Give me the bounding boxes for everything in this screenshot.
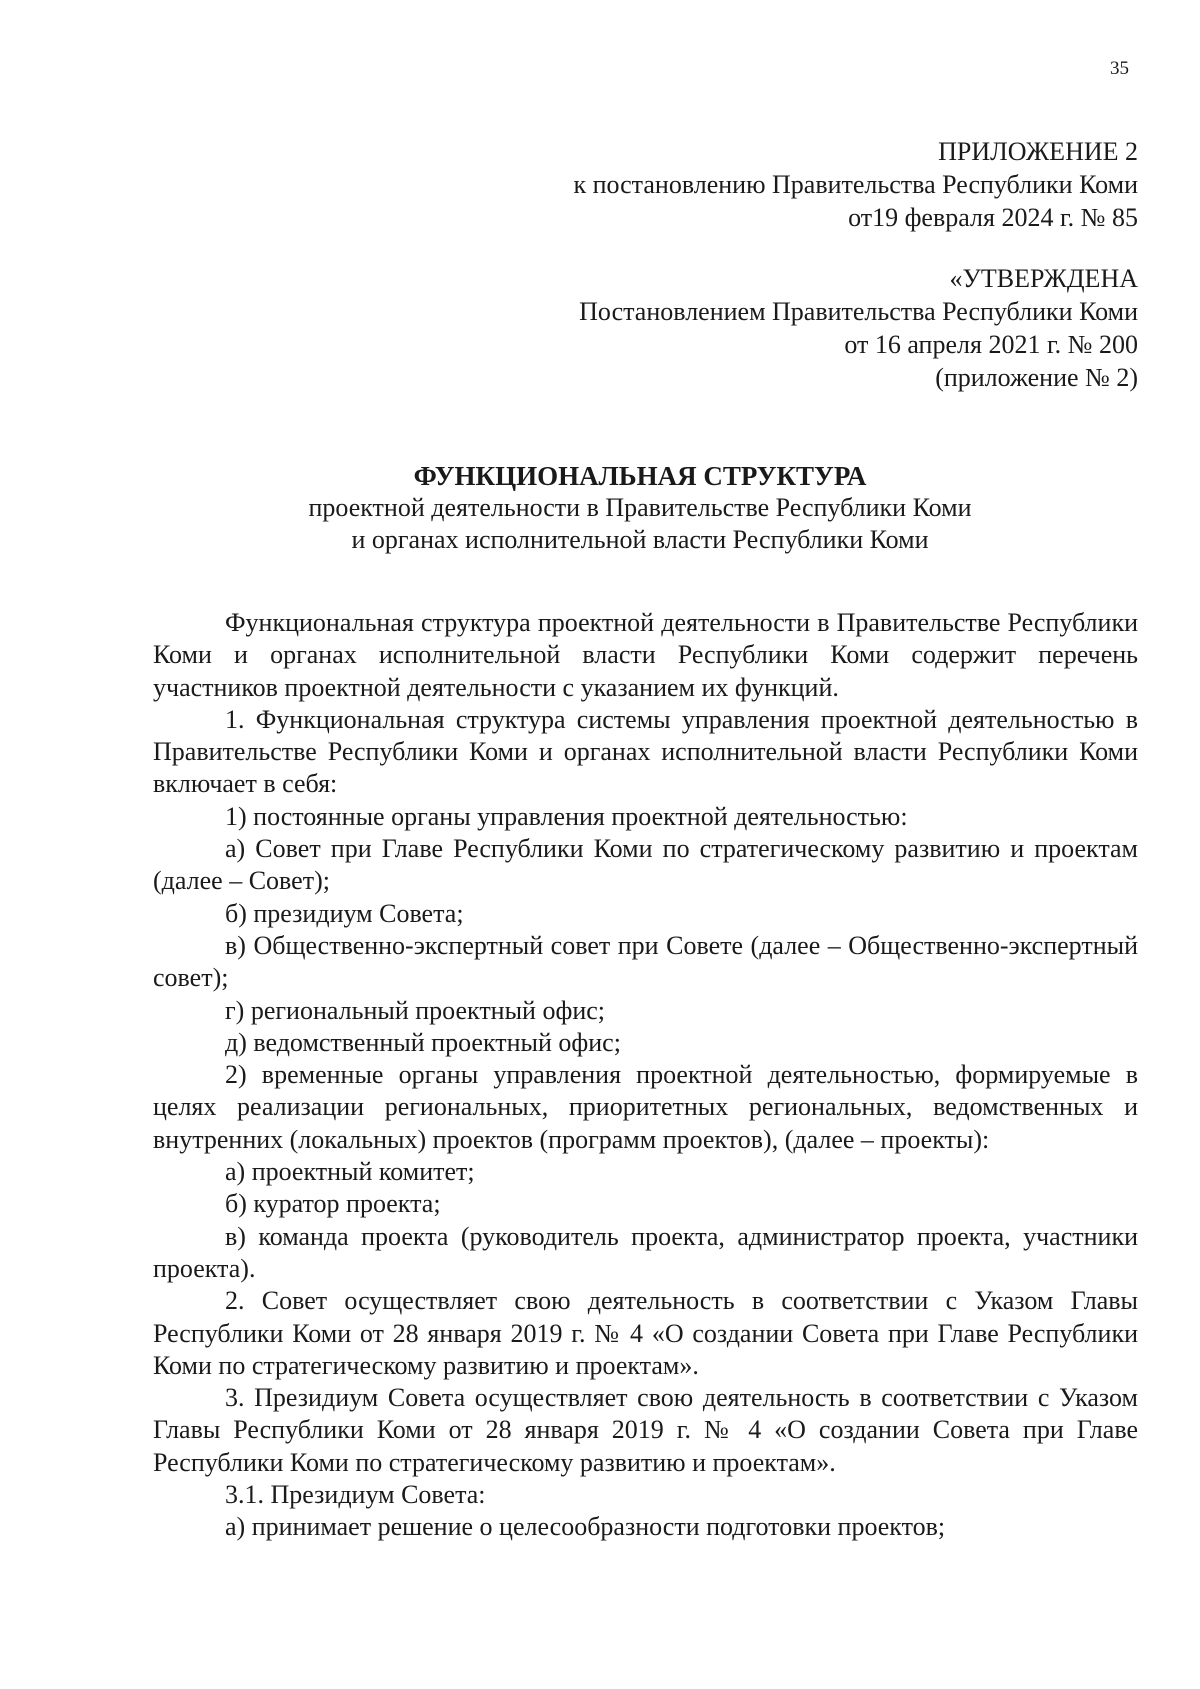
body-paragraph: 3.1. Президиум Совета: bbox=[225, 1480, 486, 1510]
body-paragraph: Функциональная структура проектной деятельности в Правительстве Республики Коми и органах исполнительной власти Республики Коми содержит перечень участников проектной деятельности с указанием их функций. bbox=[153, 608, 1138, 702]
appendix-title: ПРИЛОЖЕНИЕ 2 bbox=[938, 137, 1138, 166]
appendix-decree: к постановлению Правительства Республики Коми bbox=[573, 170, 1138, 199]
body-paragraph: а) Совет при Главе Республики Коми по стратегическому развитию и проектам (далее – Совет); bbox=[153, 834, 1138, 896]
approved-decree: Постановлением Правительства Республики Коми bbox=[579, 297, 1138, 326]
body-paragraph: 3. Президиум Совета осуществляет свою деятельность в соответствии с Указом Главы Республики Коми от 28 января 2019 г. № 4 «О создании Совета при Главе Республики Коми по стратегическому развитию и проектам». bbox=[153, 1383, 1138, 1477]
appendix-block bbox=[573, 135, 1138, 234]
document-subtitle-line1: проектной деятельности в Правительстве Республики Коми bbox=[308, 493, 972, 522]
document-title: ФУНКЦИОНАЛЬНАЯ СТРУКТУРА bbox=[413, 461, 867, 491]
document-subtitle-line2: и органах исполнительной власти Республики Коми bbox=[351, 525, 929, 554]
body-paragraph: б) президиум Совета; bbox=[225, 898, 464, 928]
document-title-block bbox=[150, 460, 1130, 556]
body-paragraph: в) команда проекта (руководитель проекта, администратор проекта, участники проекта). bbox=[153, 1221, 1138, 1283]
body-paragraph: 2. Совет осуществляет свою деятельность в соответствии с Указом Главы Республики Коми от 28 января 2019 г. № 4 «О создании Совета при Главе Республики Коми по стратегическому развитию и проектам». bbox=[153, 1286, 1138, 1380]
body-paragraph: 2) временные органы управления проектной деятельностью, формируемые в целях реализации региональных, приоритетных региональных, ведомственных и внутренних (локальных) проектов (программ проектов), (далее – проекты): bbox=[153, 1060, 1138, 1154]
body-paragraph: 1. Функциональная структура системы управления проектной деятельностью в Правительстве Республики Коми и органах исполнительной власти Республики Коми включает в себя: bbox=[153, 704, 1138, 799]
page-number: 35 bbox=[1110, 58, 1129, 79]
approved-date: от 16 апреля 2021 г. № 200 bbox=[844, 330, 1138, 359]
approved-title: «УТВЕРЖДЕНА bbox=[949, 264, 1138, 293]
body-paragraph: в) Общественно-экспертный совет при Совете (далее – Общественно-экспертный совет); bbox=[153, 930, 1138, 993]
body-paragraph: б) куратор проекта; bbox=[225, 1189, 441, 1219]
body-paragraph: а) принимает решение о целесообразности подготовки проектов; bbox=[225, 1512, 946, 1542]
body-paragraph: г) региональный проектный офис; bbox=[225, 995, 605, 1025]
approved-annex: (приложение № 2) bbox=[935, 363, 1138, 392]
body-paragraph: 1) постоянные органы управления проектной деятельностью: bbox=[225, 801, 908, 831]
body-paragraph: д) ведомственный проектный офис; bbox=[225, 1027, 621, 1057]
document-body bbox=[153, 607, 1138, 1544]
appendix-date: от19 февраля 2024 г. № 85 bbox=[848, 203, 1138, 232]
approved-block bbox=[579, 262, 1138, 394]
body-paragraph: а) проектный комитет; bbox=[225, 1157, 475, 1187]
